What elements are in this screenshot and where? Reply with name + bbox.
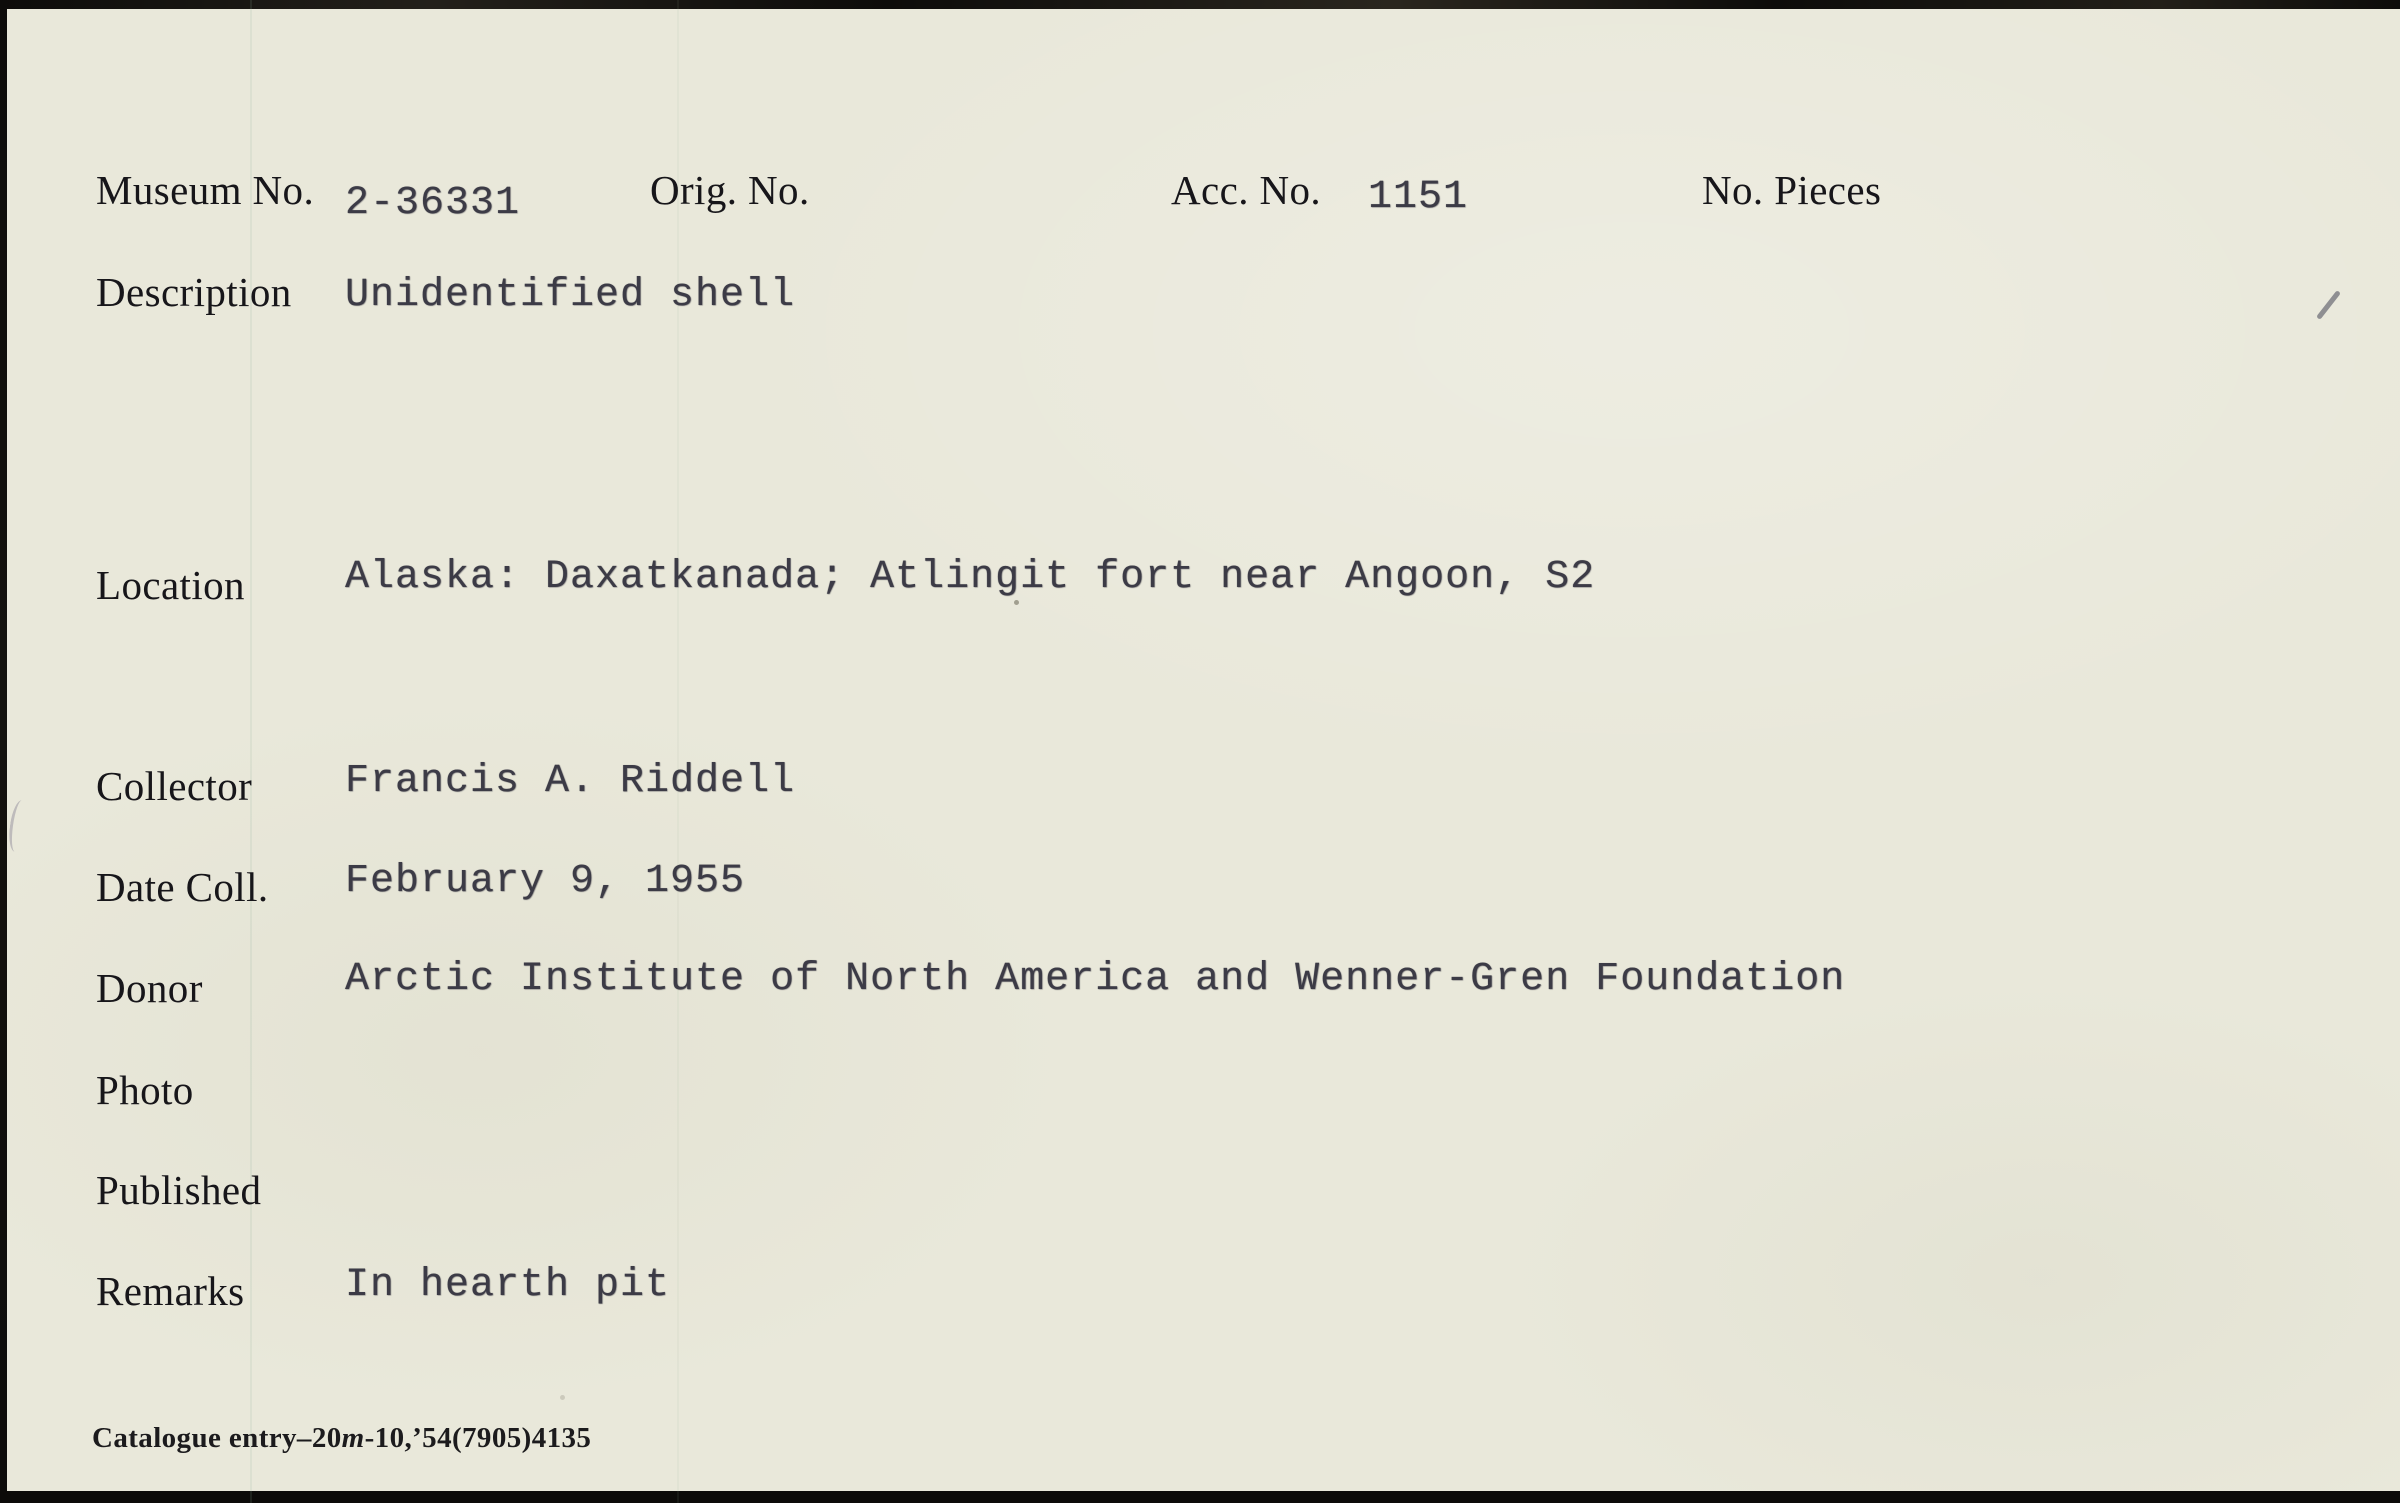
field-value-acc-no: 1151 xyxy=(1368,175,1469,220)
field-label-location: Location xyxy=(96,562,245,608)
scan-artifact-line xyxy=(250,0,252,1503)
field-label-date-coll: Date Coll. xyxy=(96,864,269,910)
field-label-description: Description xyxy=(96,269,292,315)
catalogue-entry-footnote xyxy=(92,1422,591,1455)
field-label-orig-no: Orig. No. xyxy=(650,167,810,213)
field-label-photo: Photo xyxy=(96,1067,194,1113)
field-value-collector: Francis A. Riddell xyxy=(345,759,796,804)
field-label-published: Published xyxy=(96,1167,262,1213)
pencil-mark xyxy=(6,799,30,853)
field-label-donor: Donor xyxy=(96,965,203,1011)
pencil-mark xyxy=(2316,290,2341,320)
field-value-date-coll: February 9, 1955 xyxy=(345,859,746,904)
scan-edge-bottom xyxy=(0,1491,2400,1503)
footnote-suffix: -10,’54(7905)4135 xyxy=(364,1422,592,1454)
field-label-remarks: Remarks xyxy=(96,1268,245,1314)
field-value-location: Alaska: Daxatkanada; Atlingit fort near Angoon, S2 xyxy=(345,555,1596,600)
paper-speck xyxy=(560,1395,565,1400)
scan-edge-top xyxy=(0,0,2400,9)
scan-artifact-line xyxy=(677,0,679,1503)
paper-speck xyxy=(1014,600,1019,605)
footnote-italic-m: m xyxy=(341,1422,365,1454)
scan-edge-left xyxy=(0,0,7,1503)
field-value-description: Unidentified shell xyxy=(345,273,796,318)
field-value-donor: Arctic Institute of North America and Wenner-Gren Foundation xyxy=(345,957,1846,1002)
footnote-prefix: Catalogue entry–20 xyxy=(92,1422,342,1454)
field-label-acc-no: Acc. No. xyxy=(1171,167,1322,213)
field-label-no-pieces: No. Pieces xyxy=(1702,167,1882,213)
field-value-remarks: In hearth pit xyxy=(345,1263,671,1308)
field-label-museum-no: Museum No. xyxy=(96,167,315,213)
field-label-collector: Collector xyxy=(96,763,253,809)
field-value-museum-no: 2-36331 xyxy=(345,181,521,226)
